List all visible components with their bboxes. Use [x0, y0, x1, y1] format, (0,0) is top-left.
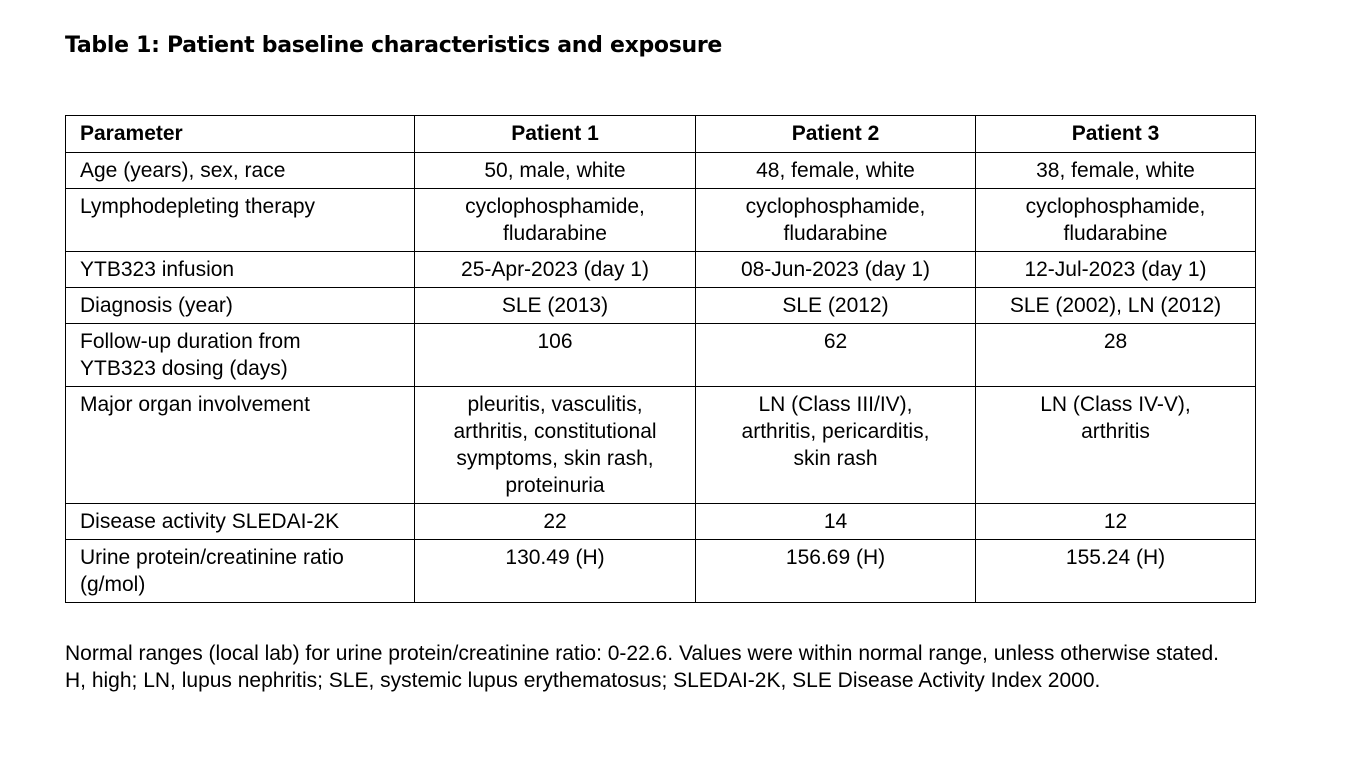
row-label-cell: Major organ involvement — [66, 387, 415, 504]
table-row — [66, 153, 1256, 189]
patient-3-value-cell: 155.24 (H) — [976, 540, 1256, 603]
table-header-row — [66, 116, 1256, 153]
patient-1-value-cell: 50, male, white — [415, 153, 696, 189]
row-label-cell: Disease activity SLEDAI-2K — [66, 504, 415, 540]
patient-3-value-cell: SLE (2002), LN (2012) — [976, 288, 1256, 324]
row-label-cell: Urine protein/creatinine ratio (g/mol) — [66, 540, 415, 603]
patient-3-value-cell: 12 — [976, 504, 1256, 540]
row-label-cell: YTB323 infusion — [66, 252, 415, 288]
row-label-cell: Age (years), sex, race — [66, 153, 415, 189]
table-row — [66, 504, 1256, 540]
patient-2-value-cell: cyclophosphamide, fludarabine — [696, 189, 976, 252]
patient-2-value-cell: 14 — [696, 504, 976, 540]
column-header-parameter: Parameter — [66, 116, 415, 153]
patient-1-value-cell: pleuritis, vasculitis, arthritis, constitutional symptoms, skin rash, proteinuria — [415, 387, 696, 504]
patient-3-value-cell: 38, female, white — [976, 153, 1256, 189]
patient-3-value-cell: 12-Jul-2023 (day 1) — [976, 252, 1256, 288]
footnote-normal-ranges: Normal ranges (local lab) for urine protein/creatinine ratio: 0-22.6. Values were within normal range, unless otherwise stated. — [65, 642, 1220, 665]
table-row — [66, 288, 1256, 324]
table-footnotes — [65, 640, 1315, 694]
patient-1-value-cell: cyclophosphamide, fludarabine — [415, 189, 696, 252]
table-row — [66, 540, 1256, 603]
patient-3-value-cell: LN (Class IV-V), arthritis — [976, 387, 1256, 504]
patient-1-value-cell: 22 — [415, 504, 696, 540]
table-row — [66, 324, 1256, 387]
patient-2-value-cell: SLE (2012) — [696, 288, 976, 324]
column-header-patient-3: Patient 3 — [976, 116, 1256, 153]
patient-characteristics-table — [65, 115, 1256, 603]
column-header-patient-2: Patient 2 — [696, 116, 976, 153]
patient-2-value-cell: 48, female, white — [696, 153, 976, 189]
patient-1-value-cell: 106 — [415, 324, 696, 387]
patient-2-value-cell: 08-Jun-2023 (day 1) — [696, 252, 976, 288]
row-label-cell: Follow-up duration from YTB323 dosing (days) — [66, 324, 415, 387]
table-row — [66, 189, 1256, 252]
footnote-abbreviations: H, high; LN, lupus nephritis; SLE, systemic lupus erythematosus; SLEDAI-2K, SLE Disease Activity Index 2000. — [65, 669, 1101, 692]
patient-3-value-cell: cyclophosphamide, fludarabine — [976, 189, 1256, 252]
table-title: Table 1: Patient baseline characteristics and exposure — [65, 33, 723, 58]
patient-1-value-cell: 130.49 (H) — [415, 540, 696, 603]
patient-1-value-cell: SLE (2013) — [415, 288, 696, 324]
row-label-cell: Lymphodepleting therapy — [66, 189, 415, 252]
row-label-cell: Diagnosis (year) — [66, 288, 415, 324]
table-row — [66, 387, 1256, 504]
table-row — [66, 252, 1256, 288]
patient-2-value-cell: LN (Class III/IV), arthritis, pericarditis, skin rash — [696, 387, 976, 504]
column-header-patient-1: Patient 1 — [415, 116, 696, 153]
patient-2-value-cell: 156.69 (H) — [696, 540, 976, 603]
patient-3-value-cell: 28 — [976, 324, 1256, 387]
patient-1-value-cell: 25-Apr-2023 (day 1) — [415, 252, 696, 288]
patient-2-value-cell: 62 — [696, 324, 976, 387]
